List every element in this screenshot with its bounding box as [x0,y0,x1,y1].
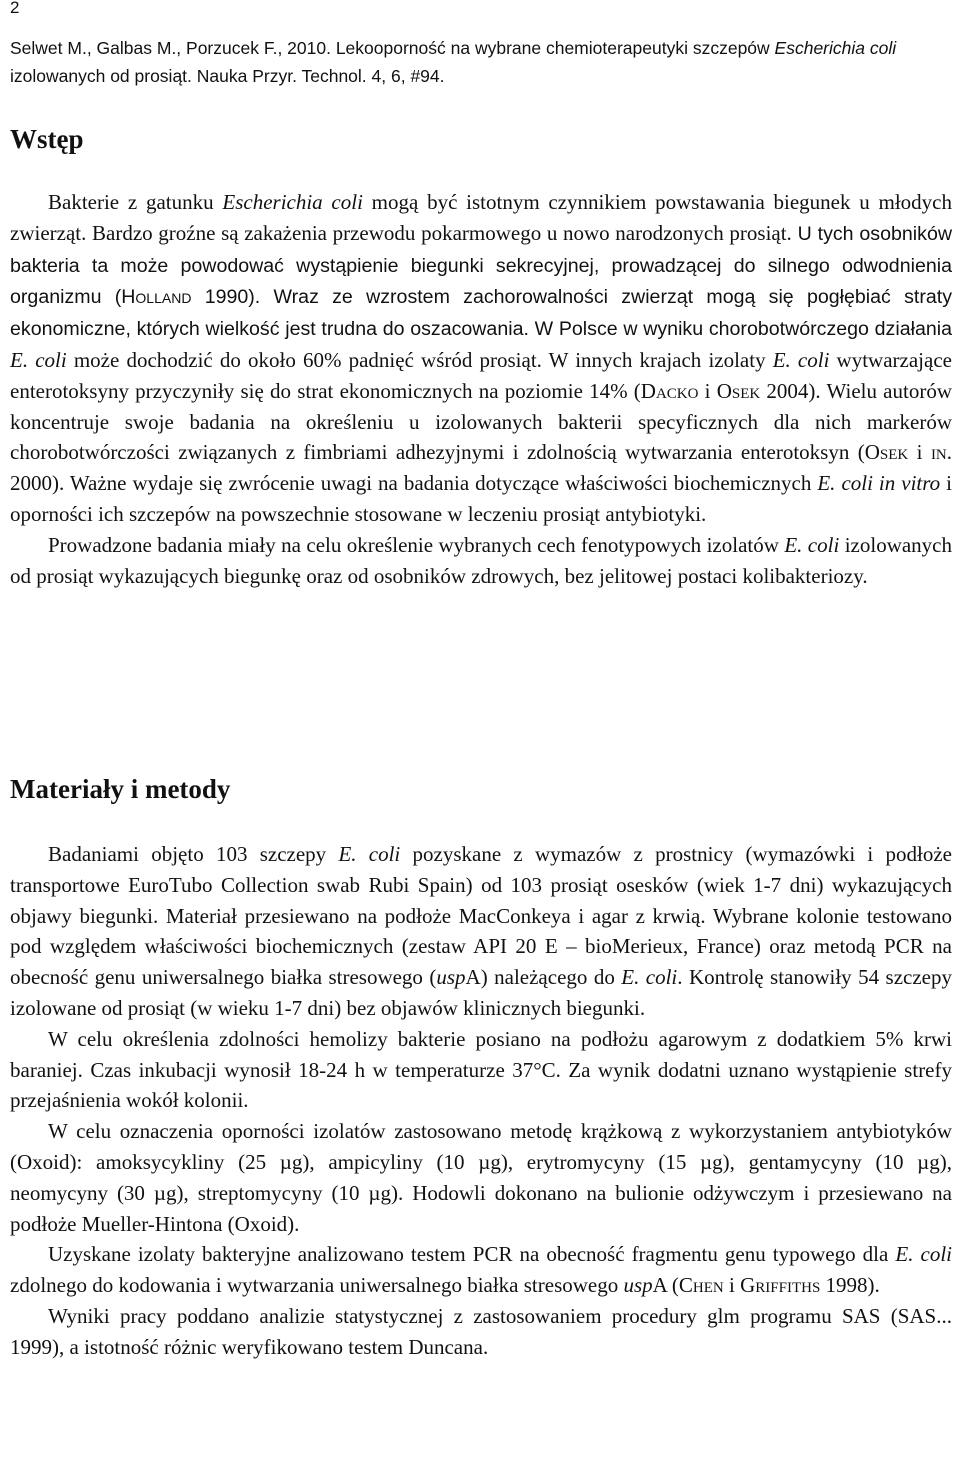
intro-p1-text: Wielu autorów koncentruje swoje badania na określeniu u izolowanych bakterii specyficznych dla nich markerów chorobotwórczości związanych z fimbriami adhezyjnymi i zdolnością wytwarzania enterotoksyn ( [10,378,952,465]
intro-p1-text: wytwarzające enterotoksyny przyczyniły się do strat ekonomicznych na poziomie 14% ( [10,347,952,403]
author-name: Osek [864,440,909,465]
methods-p4-text: zdolnego do kodowania i wytwarzania uniwersalnego białka stresowego [10,1273,624,1298]
author-name: Osek [716,378,761,403]
species-name: E. coli [784,532,840,557]
page-number: 2 [10,0,20,17]
intro-p1-text: 2004). [760,378,821,403]
methods-p4-text: Uzyskane izolaty bakteryjne analizowano testem PCR na obecność fragmentu genu typowego dla [48,1242,896,1267]
citation [10,34,955,90]
intro-p1-text: mogą być istotnym czynnikiem powstawania biegunek u młodych zwierząt. Bardzo groźne są zakażenia przewodu pokarmowego u nowo narodzonych prosiąt. [10,190,952,245]
methods-paragraph-2: W celu określenia zdolności hemolizy bakterie posiano na podłożu agarowym z dodatkiem 5% krwi baraniej. Czas inkubacji wynosił 18-24 h w temperaturze 37°C. Za wynik dodatni uznano wystąpienie strefy przejaśnienia wokół kolonii. [10,1026,952,1113]
methods-p1-text: . Kontrolę stanowiły 54 szczepy izolowane od prosiąt (w wieku 1-7 dni) bez objawów klinicznych biegunki. [10,965,952,1020]
gene-name: usp [623,1273,653,1298]
species-name: E. coli [895,1242,952,1267]
species-name: E. coli [10,347,67,372]
intro-p1-text: i [908,440,931,465]
citation-species: Escherichia coli [774,38,897,58]
intro-p1-text-sans: U tych osobników bakteria ta może powodować wystąpienie biegunki sekrecyjnej, prowadzącej do silnego odwodnienia organizmu ( [10,222,952,309]
methods-p1-text: pozyskane z wymazów z prostnicy (wymazówki i podłoże transportowe EuroTubo Collection swab Rubi Spain) od 103 prosiąt osesków (wiek 1-7 dni) wykazujących objawy biegunki. Materiał przesiewano na podłoże MacConkeya i agar z krwią. Wybrane kolonie testowano pod względem właściwości biochemicznych (zestaw API 20 E – bioMerieux, France) oraz metodą PCR na obecność genu uniwersalnego białka stresowego ( [10,842,952,990]
intro-paragraph-2 [10,530,952,592]
species-name: Escherichia coli [222,190,363,214]
methods-heading: Materiały i metody [10,774,231,804]
author-name: Dacko [640,378,699,403]
methods-p4-text: 1998). [820,1273,880,1298]
methods-p4-text: A ( [652,1273,679,1298]
citation-text-1: Selwet M., Galbas M., Porzucek F., 2010. Lekooporność na wybrane chemioterapeutyki szczepów [10,38,775,58]
author-name: in. [930,440,953,465]
intro-p1-text-sans: 1990). Wraz ze wzrostem zachorowalności zwierząt mogą się pogłębiać straty ekonomiczne, których wielkość jest trudna do oszacowania. W Polsce w wyniku chorobotwórczego działania [10,286,952,341]
author-name: Griffiths [740,1273,821,1298]
intro-p1-text: Bakterie z gatunku [48,190,223,214]
methods-p1-text: A) należącego do [465,965,622,990]
species-name: E. coli [621,965,678,990]
methods-paragraph-5: Wyniki pracy poddano analizie statystycznej z zastosowaniem procedury glm programu SAS (SAS... 1999), a istotność różnic weryfikowano testem Duncana. [10,1303,952,1359]
species-name: E. coli [772,347,830,372]
methods-paragraph-3: W celu oznaczenia oporności izolatów zastosowano metodę krążkową z wykorzystaniem antybiotyków (Oxoid): amoksycykliny (25 µg), ampicyliny (10 µg), erytromycyny (15 µg), gentamycyny (10 µg), neomycyny (30 µg), streptomycyny (10 µg). Hodowli dokonano na bulionie odżywczym i przesiewano na podłoże Mueller-Hintona (Oxoid). [10,1119,952,1236]
intro-section [10,187,952,591]
methods-p4-text: i [723,1273,741,1298]
methods-paragraph-4 [10,1239,952,1301]
author-name: Chen [678,1273,724,1298]
gene-name: usp [436,965,466,990]
intro-p2-text: izolowanych od prosiąt wykazujących biegunkę oraz od osobników zdrowych, bez jelitowej postaci kolibakteriozy. [10,532,953,588]
species-name: E. coli in vitro [817,471,941,496]
citation-text-2: izolowanych od prosiąt. Nauka Przyr. Technol. 4, 6, #94. [10,66,445,86]
intro-p1-text: i [698,378,717,403]
methods-p1-text: Badaniami objęto 103 szczepy [48,842,339,866]
methods-paragraph-1 [10,839,952,1024]
intro-p1-text: i oporności ich szczepów na powszechnie stosowane w leczeniu prosiąt antybiotyki. [10,471,952,526]
intro-p1-text: może dochodzić do około 60% padnięć wśród prosiąt. W innych krajach izolaty [66,347,773,372]
methods-section [10,839,952,1363]
intro-paragraph-1 [10,187,952,530]
intro-p1-text: 2000). Ważne wydaje się zwrócenie uwagi na badania dotyczące właściwości biochemicznych [10,471,818,496]
intro-p2-text: Prowadzone badania miały na celu określenie wybranych cech fenotypowych izolatów [48,532,785,557]
author-name: Holland [121,286,192,309]
species-name: E. coli [338,842,401,866]
citation-link[interactable] [10,38,896,86]
intro-heading: Wstęp [10,124,84,154]
